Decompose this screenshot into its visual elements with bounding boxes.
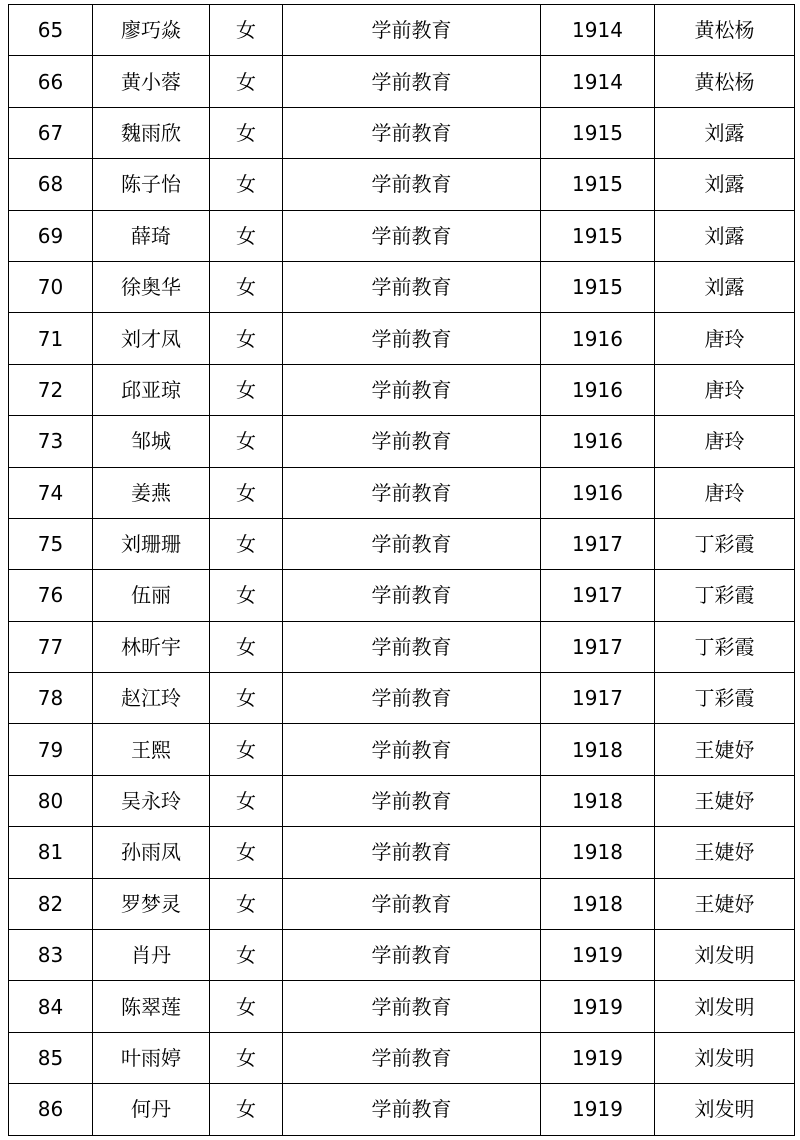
- class-number: 1919: [541, 1084, 655, 1135]
- student-name: 王熙: [93, 724, 210, 775]
- major: 学前教育: [283, 930, 541, 981]
- teacher-name: 唐玲: [655, 364, 795, 415]
- table-row: [9, 159, 795, 210]
- roster-body: [9, 5, 795, 1136]
- row-number: 67: [9, 107, 93, 158]
- class-number: 1917: [541, 518, 655, 569]
- class-number: 1915: [541, 159, 655, 210]
- gender: 女: [210, 1032, 283, 1083]
- teacher-name: 黄松杨: [655, 56, 795, 107]
- student-name: 罗梦灵: [93, 878, 210, 929]
- teacher-name: 王婕妤: [655, 775, 795, 826]
- gender: 女: [210, 107, 283, 158]
- class-number: 1918: [541, 878, 655, 929]
- class-number: 1917: [541, 673, 655, 724]
- teacher-name: 唐玲: [655, 467, 795, 518]
- row-number: 73: [9, 416, 93, 467]
- table-row: [9, 673, 795, 724]
- major: 学前教育: [283, 724, 541, 775]
- table-row: [9, 1032, 795, 1083]
- teacher-name: 刘发明: [655, 930, 795, 981]
- table-row: [9, 570, 795, 621]
- major: 学前教育: [283, 313, 541, 364]
- table-row: [9, 467, 795, 518]
- class-number: 1918: [541, 775, 655, 826]
- major: 学前教育: [283, 878, 541, 929]
- row-number: 71: [9, 313, 93, 364]
- row-number: 68: [9, 159, 93, 210]
- gender: 女: [210, 159, 283, 210]
- major: 学前教育: [283, 827, 541, 878]
- row-number: 69: [9, 210, 93, 261]
- gender: 女: [210, 261, 283, 312]
- major: 学前教育: [283, 467, 541, 518]
- row-number: 84: [9, 981, 93, 1032]
- row-number: 76: [9, 570, 93, 621]
- class-number: 1915: [541, 107, 655, 158]
- teacher-name: 王婕妤: [655, 827, 795, 878]
- major: 学前教育: [283, 1032, 541, 1083]
- gender: 女: [210, 313, 283, 364]
- student-name: 邹城: [93, 416, 210, 467]
- major: 学前教育: [283, 416, 541, 467]
- student-name: 薛琦: [93, 210, 210, 261]
- row-number: 74: [9, 467, 93, 518]
- row-number: 65: [9, 5, 93, 56]
- student-name: 林昕宇: [93, 621, 210, 672]
- teacher-name: 王婕妤: [655, 878, 795, 929]
- teacher-name: 刘露: [655, 159, 795, 210]
- table-row: [9, 107, 795, 158]
- teacher-name: 唐玲: [655, 313, 795, 364]
- student-name: 廖巧焱: [93, 5, 210, 56]
- student-name: 姜燕: [93, 467, 210, 518]
- table-row: [9, 724, 795, 775]
- class-number: 1916: [541, 467, 655, 518]
- table-row: [9, 210, 795, 261]
- student-name: 吴永玲: [93, 775, 210, 826]
- student-name: 何丹: [93, 1084, 210, 1135]
- student-name: 伍丽: [93, 570, 210, 621]
- teacher-name: 唐玲: [655, 416, 795, 467]
- row-number: 82: [9, 878, 93, 929]
- teacher-name: 刘发明: [655, 1084, 795, 1135]
- gender: 女: [210, 5, 283, 56]
- class-number: 1916: [541, 364, 655, 415]
- class-number: 1914: [541, 56, 655, 107]
- major: 学前教育: [283, 107, 541, 158]
- row-number: 79: [9, 724, 93, 775]
- class-number: 1917: [541, 621, 655, 672]
- major: 学前教育: [283, 56, 541, 107]
- teacher-name: 刘发明: [655, 1032, 795, 1083]
- student-name: 孙雨凤: [93, 827, 210, 878]
- table-row: [9, 775, 795, 826]
- table-row: [9, 261, 795, 312]
- table-row: [9, 930, 795, 981]
- class-number: 1916: [541, 416, 655, 467]
- student-roster-table: [8, 4, 795, 1136]
- major: 学前教育: [283, 775, 541, 826]
- table-row: [9, 313, 795, 364]
- teacher-name: 刘露: [655, 107, 795, 158]
- table-row: [9, 416, 795, 467]
- student-name: 黄小蓉: [93, 56, 210, 107]
- gender: 女: [210, 570, 283, 621]
- gender: 女: [210, 673, 283, 724]
- gender: 女: [210, 518, 283, 569]
- row-number: 78: [9, 673, 93, 724]
- row-number: 75: [9, 518, 93, 569]
- student-name: 叶雨婷: [93, 1032, 210, 1083]
- student-name: 陈子怡: [93, 159, 210, 210]
- major: 学前教育: [283, 261, 541, 312]
- row-number: 85: [9, 1032, 93, 1083]
- major: 学前教育: [283, 621, 541, 672]
- table-row: [9, 518, 795, 569]
- teacher-name: 刘发明: [655, 981, 795, 1032]
- gender: 女: [210, 1084, 283, 1135]
- class-number: 1919: [541, 930, 655, 981]
- row-number: 86: [9, 1084, 93, 1135]
- class-number: 1917: [541, 570, 655, 621]
- major: 学前教育: [283, 1084, 541, 1135]
- teacher-name: 刘露: [655, 210, 795, 261]
- major: 学前教育: [283, 5, 541, 56]
- table-row: [9, 5, 795, 56]
- teacher-name: 丁彩霞: [655, 621, 795, 672]
- teacher-name: 丁彩霞: [655, 673, 795, 724]
- class-number: 1919: [541, 1032, 655, 1083]
- class-number: 1916: [541, 313, 655, 364]
- student-name: 刘珊珊: [93, 518, 210, 569]
- row-number: 81: [9, 827, 93, 878]
- student-name: 徐奥华: [93, 261, 210, 312]
- gender: 女: [210, 981, 283, 1032]
- class-number: 1915: [541, 210, 655, 261]
- gender: 女: [210, 467, 283, 518]
- row-number: 70: [9, 261, 93, 312]
- student-name: 邱亚琼: [93, 364, 210, 415]
- major: 学前教育: [283, 981, 541, 1032]
- class-number: 1919: [541, 981, 655, 1032]
- table-row: [9, 878, 795, 929]
- table-row: [9, 1084, 795, 1135]
- table-row: [9, 364, 795, 415]
- gender: 女: [210, 878, 283, 929]
- class-number: 1918: [541, 724, 655, 775]
- class-number: 1918: [541, 827, 655, 878]
- row-number: 80: [9, 775, 93, 826]
- student-name: 陈翠莲: [93, 981, 210, 1032]
- major: 学前教育: [283, 570, 541, 621]
- gender: 女: [210, 930, 283, 981]
- row-number: 77: [9, 621, 93, 672]
- table-row: [9, 621, 795, 672]
- major: 学前教育: [283, 364, 541, 415]
- student-name: 肖丹: [93, 930, 210, 981]
- gender: 女: [210, 364, 283, 415]
- table-row: [9, 981, 795, 1032]
- major: 学前教育: [283, 159, 541, 210]
- class-number: 1914: [541, 5, 655, 56]
- gender: 女: [210, 724, 283, 775]
- teacher-name: 刘露: [655, 261, 795, 312]
- major: 学前教育: [283, 673, 541, 724]
- class-number: 1915: [541, 261, 655, 312]
- teacher-name: 黄松杨: [655, 5, 795, 56]
- table-row: [9, 827, 795, 878]
- table-row: [9, 56, 795, 107]
- student-name: 赵江玲: [93, 673, 210, 724]
- gender: 女: [210, 210, 283, 261]
- row-number: 72: [9, 364, 93, 415]
- major: 学前教育: [283, 518, 541, 569]
- gender: 女: [210, 56, 283, 107]
- gender: 女: [210, 827, 283, 878]
- teacher-name: 王婕妤: [655, 724, 795, 775]
- gender: 女: [210, 775, 283, 826]
- row-number: 66: [9, 56, 93, 107]
- gender: 女: [210, 416, 283, 467]
- major: 学前教育: [283, 210, 541, 261]
- gender: 女: [210, 621, 283, 672]
- row-number: 83: [9, 930, 93, 981]
- teacher-name: 丁彩霞: [655, 518, 795, 569]
- teacher-name: 丁彩霞: [655, 570, 795, 621]
- student-name: 刘才凤: [93, 313, 210, 364]
- student-name: 魏雨欣: [93, 107, 210, 158]
